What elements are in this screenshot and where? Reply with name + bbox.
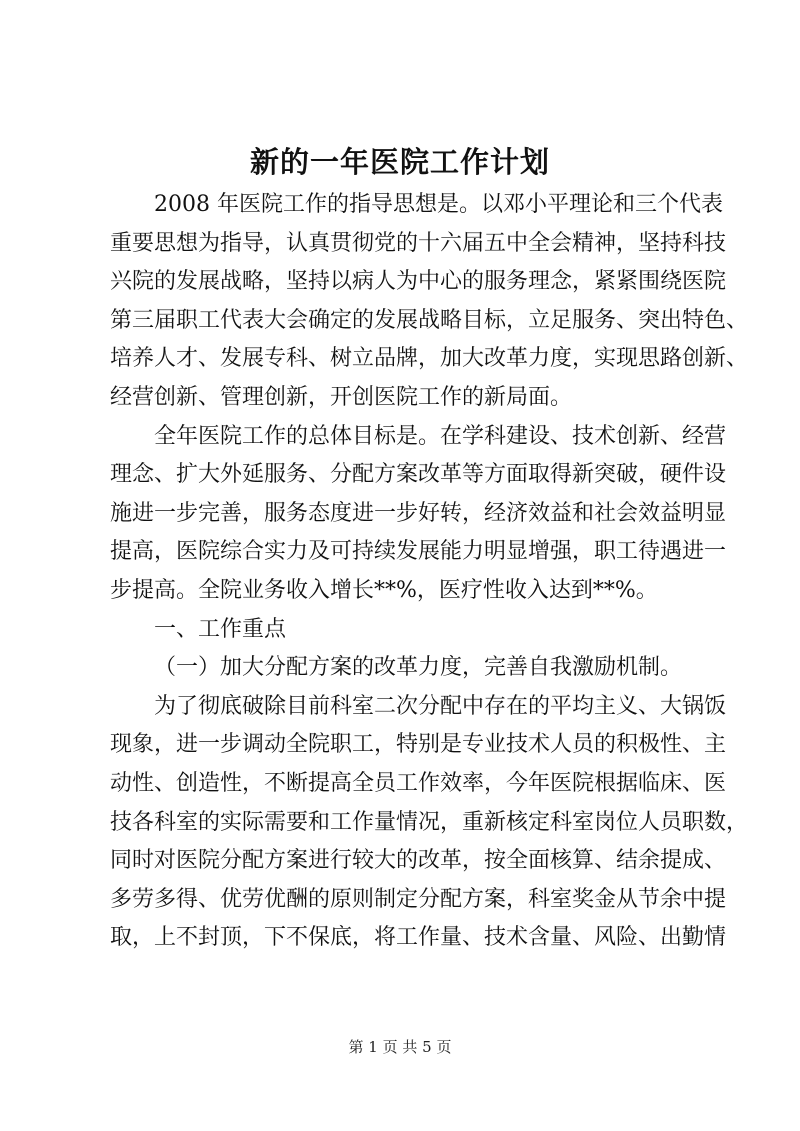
text-line: 2008 年医院工作的指导思想是。以邓小平理论和三个代表 [154,192,723,217]
text-line: 现象，进一步调动全院职工，特别是专业技术人员的积极性、主 [110,732,727,758]
text-line: 第三届职工代表大会确定的发展战略目标，立足服务、突出特色、 [110,307,749,333]
text-line: 经营创新、管理创新，开创医院工作的新局面。 [110,384,573,410]
text-line: 多劳多得、优劳优酬的原则制定分配方案，科室奖金从节余中提 [110,886,727,912]
subsection-heading: （一）加大分配方案的改革力度，完善自我激励机制。 [154,655,683,681]
section-heading: 一、工作重点 [154,616,287,642]
text-line: 施进一步完善，服务态度进一步好转，经济效益和社会效益明显 [110,500,727,526]
text-line: 兴院的发展战略，坚持以病人为中心的服务理念，紧紧围绕医院 [110,269,727,295]
text-line: 全年医院工作的总体目标是。在学科建设、技术创新、经营 [154,423,727,449]
document-title: 新的一年医院工作计划 [249,145,550,179]
text-line: 取，上不封顶，下不保底，将工作量、技术含量、风险、出勤情 [110,925,727,951]
text-line: 步提高。全院业务收入增长**%，医疗性收入达到**%。 [110,577,658,603]
text-line: 提高，医院综合实力及可持续发展能力明显增强，职工待遇进一 [110,539,727,565]
text-line: 技各科室的实际需要和工作量情况，重新核定科室岗位人员职数， [110,809,749,835]
text-line: 理念、扩大外延服务、分配方案改革等方面取得新突破，硬件设 [110,462,727,488]
page-footer: 第 1 页 共 5 页 [348,1038,452,1056]
text-line: 同时对医院分配方案进行较大的改革，按全面核算、结余提成、 [110,848,727,874]
text-line: 重要思想为指导，认真贯彻党的十六届五中全会精神，坚持科技 [110,230,727,256]
text-line: 为了彻底破除目前科室二次分配中存在的平均主义、大锅饭 [154,693,727,719]
text-line: 动性、创造性，不断提高全员工作效率，今年医院根据临床、医 [110,770,727,796]
document-body [110,186,749,958]
text-line: 培养人才、发展专科、树立品牌，加大改革力度，实现思路创新、 [110,346,749,372]
